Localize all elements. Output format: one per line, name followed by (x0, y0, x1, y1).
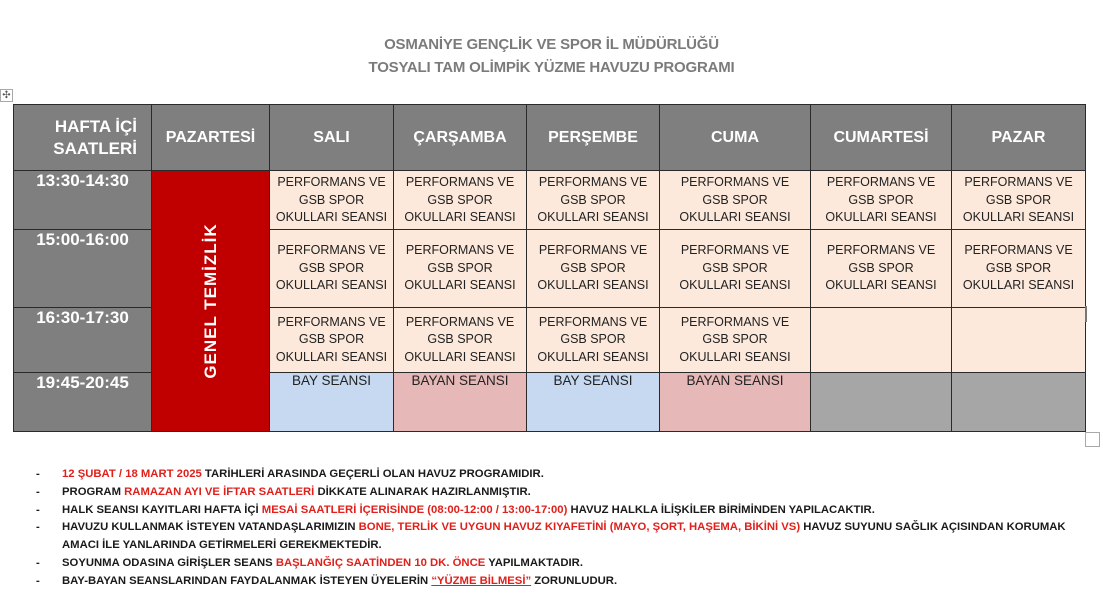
session-cell (660, 230, 811, 308)
note-text: TARİHLERİ ARASINDA GEÇERLİ OLAN HAVUZ PROGRAMIDIR. (201, 468, 544, 480)
time-slot: 15:00-16:00 (14, 230, 152, 308)
bayan-session-cell: BAYAN SEANSI (394, 373, 527, 432)
table-resize-handle[interactable] (1085, 432, 1100, 447)
session-line: GSB SPOR (702, 260, 768, 275)
session-line: PERFORMANS VE (964, 243, 1073, 258)
session-line: GSB SPOR (298, 260, 365, 275)
day-header-monday: PAZARTESİ (152, 105, 270, 171)
session-line: GSB SPOR (298, 332, 365, 347)
header-row (14, 105, 1086, 171)
session-cell (811, 171, 952, 230)
session-line: GSB SPOR (560, 192, 626, 207)
session-line: OKULLARI SEANSI (679, 210, 791, 224)
note-item (36, 519, 1096, 555)
note-text: HAVUZ HALKLA İLİŞKİLER BİRİMİNDEN YAPILACAKTIR. (567, 503, 875, 516)
session-line: PERFORMANS VE (826, 243, 936, 258)
session-line: PERFORMANS VE (826, 175, 936, 189)
session-line: PERFORMANS VE (277, 243, 386, 258)
session-line: OKULLARI SEANSI (537, 349, 649, 364)
bullet-dash: - (36, 521, 40, 534)
corner-label-line1: HAFTA İÇİ (54, 116, 137, 136)
note-item (36, 466, 1096, 484)
bullet-dash: - (36, 556, 40, 569)
session-cell (527, 308, 660, 373)
session-cell (270, 171, 394, 230)
bay-session-cell: BAY SEANSI (270, 373, 394, 432)
session-line: PERFORMANS VE (405, 243, 515, 258)
session-line: GSB SPOR (427, 192, 493, 207)
note-highlight: “YÜZME BİLMESİ” (431, 574, 532, 587)
note-text: ZORUNLUDUR. (531, 574, 618, 587)
table-row (14, 171, 1086, 230)
session-line: PERFORMANS VE (538, 243, 648, 258)
bullet-dash: - (36, 574, 40, 587)
note-item (36, 484, 1096, 502)
day-header-tuesday: SALI (270, 105, 394, 171)
session-line: GSB SPOR (848, 260, 914, 275)
session-line: OKULLARI SEANSI (962, 278, 1075, 293)
day-header-saturday: CUMARTESİ (811, 105, 952, 171)
row-resize-marker[interactable] (1085, 306, 1087, 322)
day-header-thursday: PERŞEMBE (527, 105, 660, 171)
empty-cell (952, 308, 1086, 373)
session-line: OKULLARI SEANSI (275, 349, 388, 364)
session-line: OKULLARI SEANSI (825, 210, 937, 224)
bullet-dash: - (36, 468, 40, 480)
time-slot: 13:30-14:30 (14, 171, 152, 230)
note-highlight: BONE, TERLİK VE UYGUN HAVUZ KIYAFETİNİ (MAYO, ŞORT, HAŞEMA, BİKİNİ VS) (358, 521, 801, 534)
note-text: HALK SEANSI KAYITLARI HAFTA İÇİ (62, 503, 262, 516)
session-line: PERFORMANS VE (405, 314, 515, 329)
bayan-session-cell: BAYAN SEANSI (660, 373, 811, 432)
session-cell (394, 230, 527, 308)
bullet-dash: - (36, 485, 40, 498)
session-line: PERFORMANS VE (964, 175, 1073, 189)
session-line: PERFORMANS VE (680, 314, 790, 329)
note-item (36, 502, 1096, 520)
session-line: GSB SPOR (427, 332, 493, 347)
document-title-line2: TOSYALI TAM OLİMPİK YÜZME HAVUZU PROGRAMI (368, 59, 735, 76)
session-line: OKULLARI SEANSI (679, 349, 791, 364)
document-title-line1: OSMANİYE GENÇLİK VE SPOR İL MÜDÜRLÜĞÜ (384, 36, 719, 53)
session-line: OKULLARI SEANSI (962, 210, 1075, 224)
day-header-wednesday: ÇARŞAMBA (394, 105, 527, 171)
session-line: OKULLARI SEANSI (825, 278, 937, 293)
session-line: GSB SPOR (560, 260, 626, 275)
table-move-handle-icon[interactable]: ✣ (0, 89, 13, 102)
note-item (36, 555, 1096, 573)
schedule-table (13, 104, 1086, 432)
session-cell (270, 230, 394, 308)
bay-session-cell: BAY SEANSI (527, 373, 660, 432)
session-cell (270, 308, 394, 373)
corner-label-line2: SAATLERİ (53, 138, 137, 158)
empty-cell (811, 308, 952, 373)
note-highlight: MESAİ SAATLERİ İÇERİSİNDE (08:00-12:00 / 13:00-17:00) (261, 503, 568, 516)
session-line: PERFORMANS VE (538, 175, 648, 189)
session-line: OKULLARI SEANSI (679, 278, 791, 293)
bullet-dash: - (36, 503, 40, 516)
day-header-friday: CUMA (660, 105, 811, 171)
session-cell (394, 308, 527, 373)
note-highlight: 12 ŞUBAT / 18 MART 2025 (62, 468, 202, 480)
session-cell (394, 171, 527, 230)
session-cell (527, 171, 660, 230)
time-slot: 19:45-20:45 (14, 373, 152, 432)
closed-cell (952, 373, 1086, 432)
session-line: GSB SPOR (427, 260, 493, 275)
note-item (36, 573, 1096, 591)
session-cell (952, 230, 1086, 308)
session-line: OKULLARI SEANSI (537, 210, 649, 224)
session-cell (527, 230, 660, 308)
session-cell (952, 171, 1086, 230)
day-header-sunday: PAZAR (952, 105, 1086, 171)
closed-cell (811, 373, 952, 432)
general-cleaning-label: GENEL TEMİZLİK (200, 223, 220, 379)
session-line: PERFORMANS VE (680, 175, 790, 189)
note-text: BAY-BAYAN SEANSLARINDAN FAYDALANMAK İSTEYEN ÜYELERİN (62, 574, 432, 587)
session-line: GSB SPOR (848, 192, 914, 207)
session-line: PERFORMANS VE (277, 314, 386, 329)
session-line: OKULLARI SEANSI (404, 349, 516, 364)
session-line: OKULLARI SEANSI (275, 278, 388, 293)
note-highlight: BAŞLANĞIÇ SAATİNDEN 10 DK. ÖNCE (275, 556, 486, 569)
session-line: OKULLARI SEANSI (404, 210, 516, 224)
note-text: SOYUNMA ODASINA GİRİŞLER SEANS (62, 556, 276, 569)
session-cell (811, 230, 952, 308)
time-slot: 16:30-17:30 (14, 308, 152, 373)
session-line: GSB SPOR (560, 332, 626, 347)
session-line: GSB SPOR (298, 192, 365, 207)
corner-header (14, 105, 152, 171)
session-line: OKULLARI SEANSI (537, 278, 649, 293)
note-text: YAPILMAKTADIR. (485, 556, 583, 569)
session-line: PERFORMANS VE (405, 175, 515, 189)
note-text: HAVUZ SUYUNU SAĞLIK AÇISINDAN KORUMAK AMACI İLE YANLARINDA GETİRMELERİ GEREKMEKTEDİR. (62, 521, 1066, 552)
general-cleaning-cell (152, 171, 270, 432)
session-cell (660, 171, 811, 230)
session-cell (660, 308, 811, 373)
note-highlight: RAMAZAN AYI VE İFTAR SAATLERİ (124, 485, 315, 498)
note-text: DİKKATE ALINARAK HAZIRLANMIŞTIR. (314, 485, 531, 498)
session-line: OKULLARI SEANSI (404, 278, 516, 293)
session-line: GSB SPOR (985, 260, 1052, 275)
session-line: GSB SPOR (702, 332, 768, 347)
session-line: PERFORMANS VE (538, 314, 648, 329)
note-text: PROGRAM (62, 485, 125, 498)
session-line: GSB SPOR (985, 192, 1052, 207)
session-line: GSB SPOR (702, 192, 768, 207)
note-text: HAVUZU KULLANMAK İSTEYEN VATANDAŞLARIMIZIN (62, 521, 359, 534)
session-line: OKULLARI SEANSI (275, 210, 388, 224)
session-line: PERFORMANS VE (680, 243, 790, 258)
session-line: PERFORMANS VE (277, 175, 386, 189)
notes-list (36, 466, 1096, 591)
